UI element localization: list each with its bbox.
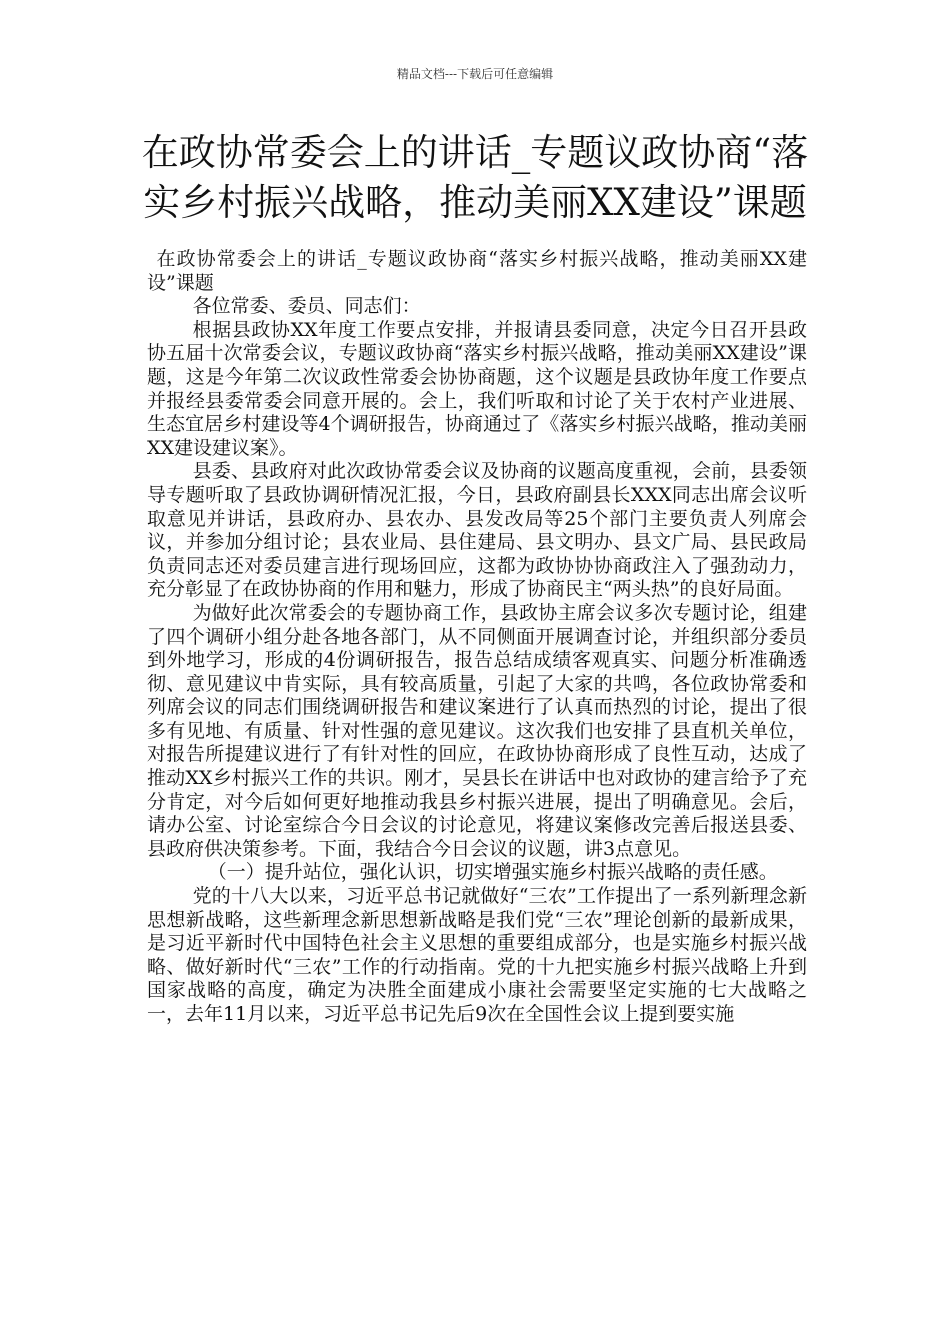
- paragraph-4: 党的十八大以来，习近平总书记就做好“三农”工作提出了一系列新理念新思想新战略，这些新理念新思想新战略是我们党“三农”理论创新的最新成果，是习近平新时代中国特色社会主义思想的重要组成部分，也是实施乡村振兴战略、做好新时代“三农”工作的行动指南。党的十九把实施乡村振兴战略上升到国家战略的高度，确定为决胜全面建成小康社会需要坚定实施的七大战略之一，去年11月以来，习近平总书记先后9次在全国性会议上提到要实施: [147, 885, 807, 1025]
- document-body: [147, 248, 807, 1027]
- document-title: [120, 128, 830, 228]
- paragraph-2: 县委、县政府对此次政协常委会议及协商的议题高度重视，会前，县委领导专题听取了县政协调研情况汇报，今日，县政府副县长XXX同志出席会议听取意见并讲话，县政府办、县农办、县发改局等25个部门主要负责人列席会议，并参加分组讨论；县农业局、县住建局、县文明办、县文广局、县民政局负责同志还对委员建言进行现场回应，这都为政协协协商政注入了强劲动力，充分彰显了在政协协商的作用和魅力，形成了协商民主“两头热”的良好局面。: [147, 460, 807, 601]
- document-title-line-2: 实乡村振兴战略，推动美丽XX建设”课题: [143, 181, 807, 224]
- document-title-line-1: 在政协常委会上的讲话_专题议政协商“落: [141, 131, 809, 174]
- page-header-note: 精品文档---下载后可任意编辑: [396, 67, 554, 81]
- section-heading-1: （一）提升站位，强化认识，切实增强实施乡村振兴战略的责任感。: [207, 861, 778, 884]
- body-subtitle: 在政协常委会上的讲话_专题议政协商“落实乡村振兴战略，推动美丽XX建设”课题: [147, 248, 807, 294]
- salutation: 各位常委、委员、同志们：: [192, 295, 421, 318]
- paragraph-3: 为做好此次常委会的专题协商工作，县政协主席会议多次专题讨论，组建了四个调研小组分赴各地各部门，从不同侧面开展调查讨论，并组织部分委员到外地学习，形成的4份调研报告，报告总结成绩客观真实、问题分析准确透彻、意见建议中肯实际，具有较高质量，引起了大家的共鸣，各位政协常委和列席会议的同志们围绕调研报告和建议案进行了认真而热烈的讨论，提出了很多有见地、有质量、针对性强的意见建议。这次我们也安排了县直机关单位，对报告所提建议进行了有针对性的回应，在政协协商形成了良性互动，达成了推动XX乡村振兴工作的共识。刚才，吴县长在讲话中也对政协的建言给予了充分肯定，对今后如何更好地推动我县乡村振兴进展，提出了明确意见。会后，请办公室、讨论室综合今日会议的讨论意见，将建议案修改完善后报送县委、县政府供决策参考。下面，我结合今日会议的议题，讲3点意见。: [147, 601, 807, 860]
- paragraph-1: 根据县政协XX年度工作要点安排，并报请县委同意，决定今日召开县政协五届十次常委会议，专题议政协商“落实乡村振兴战略，推动美丽XX建设”课题，这是今年第二次议政性常委会协协商题，这个议题是县政协年度工作要点并报经县委常委会同意开展的。会上，我们听取和讨论了关于农村产业进展、生态宜居乡村建设等4个调研报告，协商通过了《落实乡村振兴战略，推动美丽XX建设建议案》。: [147, 318, 807, 459]
